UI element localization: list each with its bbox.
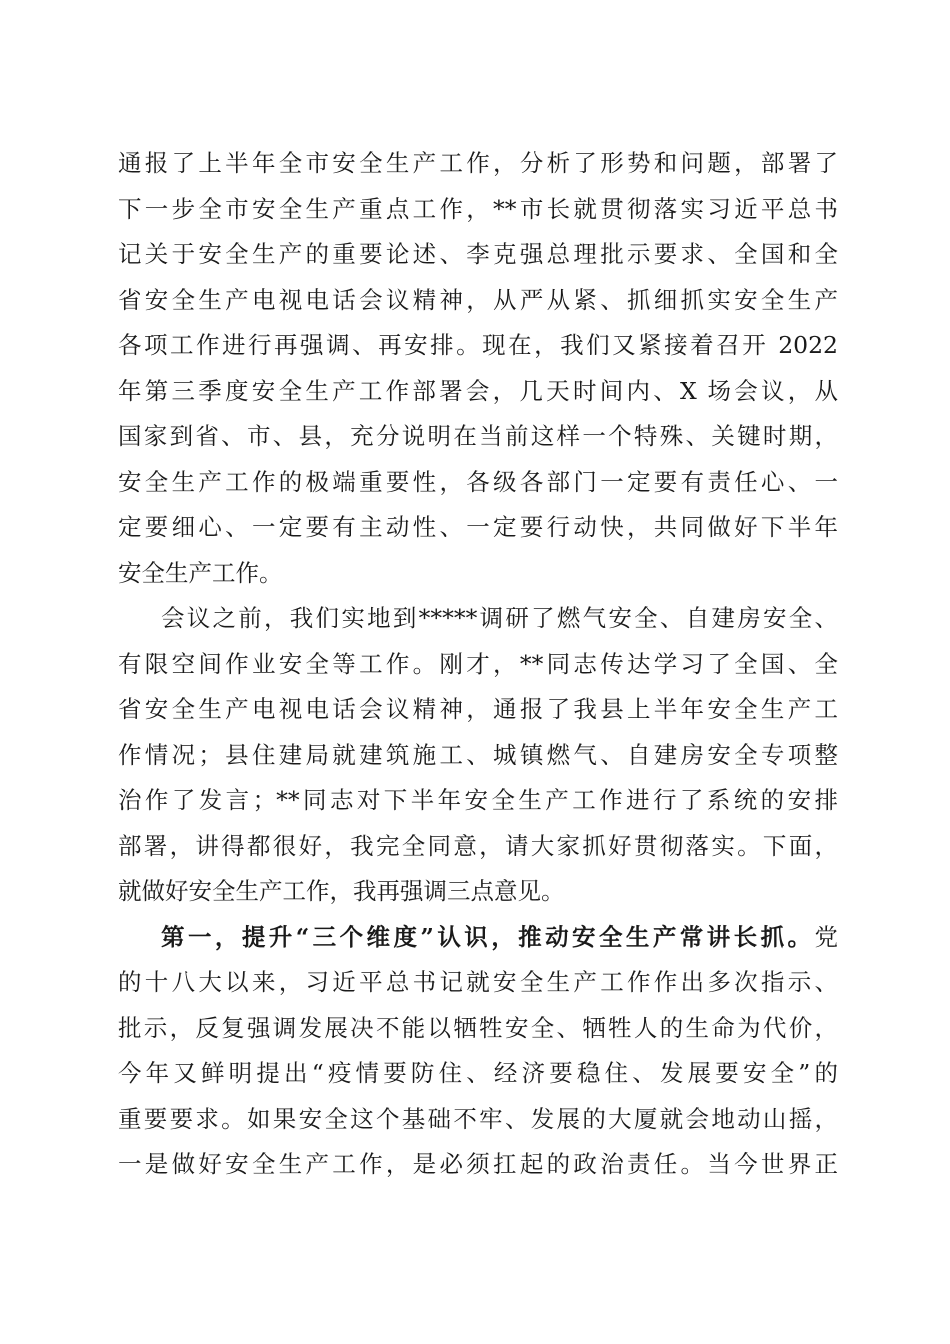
text-line: 治作了发言；**同志对下半年安全生产工作进行了系统的安排 xyxy=(118,786,838,814)
text-line: 安全生产工作的极端重要性，各级各部门一定要有责任心、一 xyxy=(118,467,838,496)
document-body xyxy=(118,141,838,1188)
text-line: 就做好安全生产工作，我再强调三点意见。 xyxy=(118,877,565,905)
paragraph-1 xyxy=(118,141,838,596)
text-line: 省安全生产电视电话会议精神，从严从紧、抓细抓实安全生产 xyxy=(118,285,838,314)
section-heading: 第一，提升“三个维度”认识，推动安全生产常讲长抓。 xyxy=(161,922,815,951)
text-line: 会议之前，我们实地到*****调研了燃气安全、自建房安全、 xyxy=(161,604,838,632)
text-line: 重要要求。如果安全这个基础不牢、发展的大厦就会地动山摇， xyxy=(118,1104,838,1133)
text-line: 有限空间作业安全等工作。刚才，**同志传达学习了全国、全 xyxy=(118,649,838,678)
text-line: 安全生产工作。 xyxy=(118,558,283,587)
text-line: 省安全生产电视电话会议精神，通报了我县上半年安全生产工 xyxy=(118,695,838,723)
paragraph-3 xyxy=(118,915,838,1188)
heading-line-rest: 党 xyxy=(814,922,838,951)
text-line: 批示，反复强调发展决不能以牺牲安全、牺牲人的生命为代价， xyxy=(118,1013,838,1042)
text-line: 下一步全市安全生产重点工作，**市长就贯彻落实习近平总书 xyxy=(118,194,838,223)
text-line: 国家到省、市、县，充分说明在当前这样一个特殊、关键时期， xyxy=(118,422,838,450)
text-line: 各项工作进行再强调、再安排。现在，我们又紧接着召开 2022 xyxy=(118,331,838,359)
text-line: 部署，讲得都很好，我完全同意，请大家抓好贯彻落实。下面， xyxy=(118,831,838,860)
text-line: 定要细心、一定要有主动性、一定要行动快，共同做好下半年 xyxy=(118,513,838,541)
text-line: 作情况；县住建局就建筑施工、城镇燃气、自建房安全专项整 xyxy=(118,740,838,769)
text-line: 记关于安全生产的重要论述、李克强总理批示要求、全国和全 xyxy=(118,240,838,268)
text-line: 的十八大以来，习近平总书记就安全生产工作作出多次指示、 xyxy=(118,968,838,996)
text-line: 今年又鲜明提出“疫情要防住、经济要稳住、发展要安全”的 xyxy=(118,1059,838,1087)
text-line: 通报了上半年全市安全生产工作，分析了形势和问题，部署了 xyxy=(118,149,838,177)
text-line xyxy=(118,915,838,961)
paragraph-2 xyxy=(118,596,838,915)
text-line: 年第三季度安全生产工作部署会，几天时间内、X 场会议，从 xyxy=(118,376,838,405)
text-line: 一是做好安全生产工作，是必须扛起的政治责任。当今世界正 xyxy=(118,1150,838,1178)
